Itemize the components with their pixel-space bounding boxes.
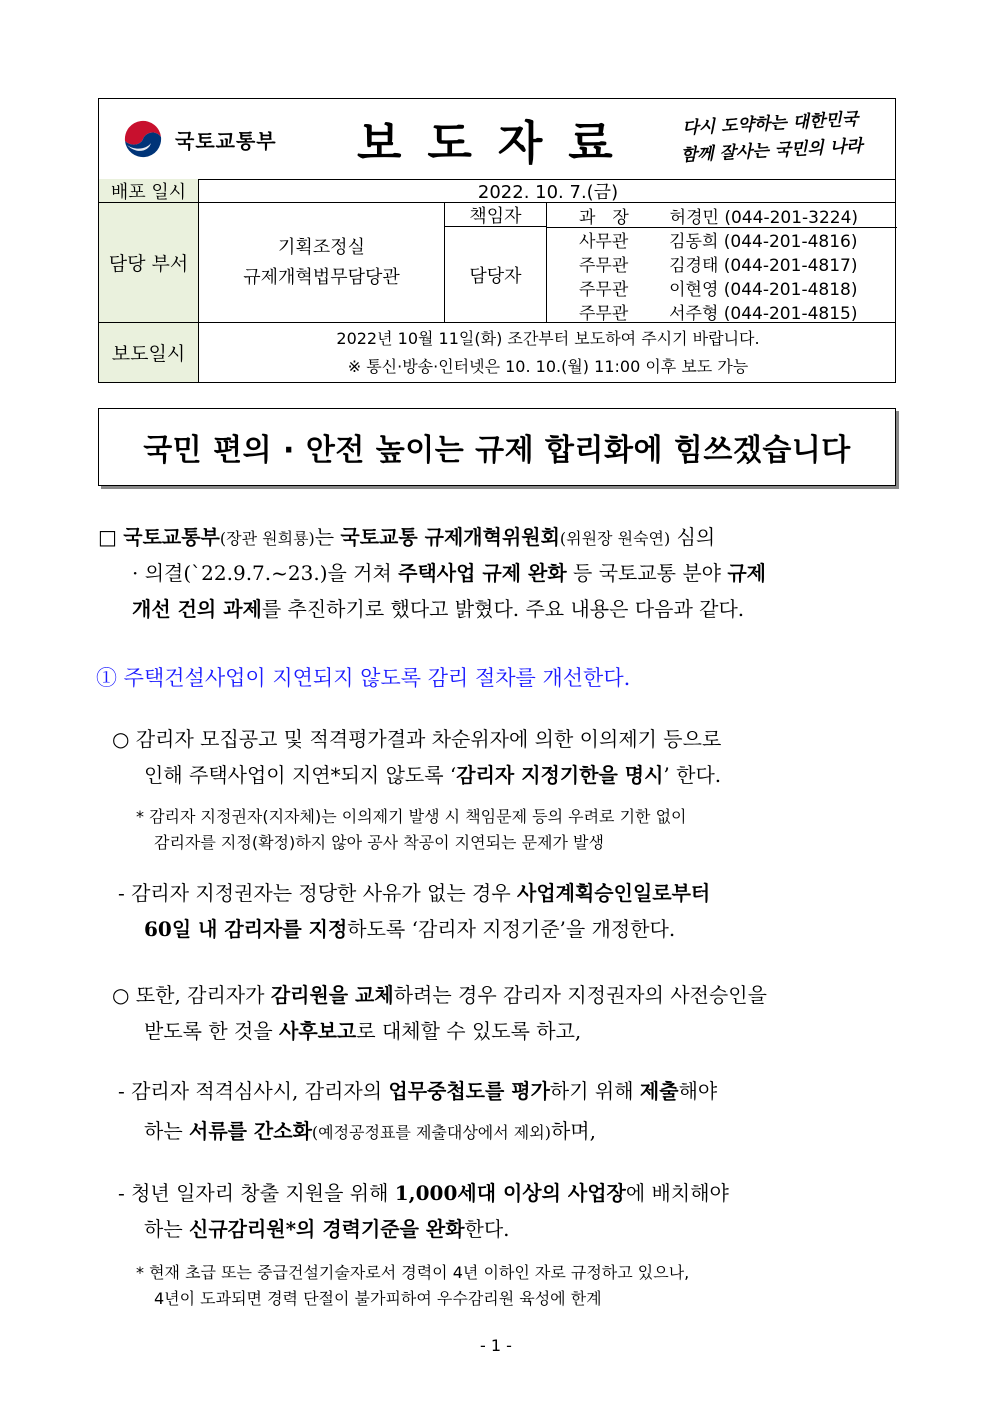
dept-line-2: 규제개혁법무담당관 (243, 266, 400, 288)
slogan-line-2: 함께 잘사는 국민의 나라 (680, 136, 864, 166)
distribution-label: 배포 일시 (99, 179, 199, 202)
text-small: (장관 원희룡) (219, 529, 315, 548)
press-release-header (98, 98, 896, 383)
intro-line-1 (98, 520, 715, 556)
distribution-date: 2022. 10. 7.(금) (477, 181, 619, 203)
department-row (99, 203, 895, 323)
item-1-line-2 (144, 758, 721, 793)
text-bold: 개선 건의 과제 (132, 597, 262, 621)
dash-3-line-2 (144, 1212, 510, 1247)
doc-type-title: 보도자료 (357, 116, 639, 170)
contact-phone: (044-201-4817) (723, 256, 858, 276)
headline-box (98, 408, 896, 486)
contact-name: 김동희 (669, 232, 719, 252)
text: · 의결(`22.9.7.~23.)을 거쳐 (132, 561, 399, 585)
slogan-line-1: 다시 도약하는 대한민국 (681, 109, 859, 139)
contact-staff-2 (579, 251, 857, 276)
text: 한다. (464, 1217, 510, 1241)
header-banner (99, 99, 895, 180)
text-bold: 사후보고 (279, 1019, 357, 1043)
text: - 감리자 적격심사시, 감리자의 (118, 1079, 389, 1103)
text: 하도록 ‘감리자 지정기준’을 개정한다. (347, 917, 676, 941)
contact-role: 주무관 (579, 304, 629, 324)
text-bold: 규제 (727, 561, 766, 585)
note-2-line-2: 4년이 도과되면 경력 단절이 불가피하여 우수감리원 육성에 한계 (154, 1289, 602, 1308)
contact-phone: (044-201-3224) (724, 208, 859, 228)
contact-staff-3 (579, 275, 857, 300)
text: 해야 (678, 1079, 718, 1103)
contact-role: 주무관 (579, 256, 629, 276)
intro-line-3 (132, 592, 744, 627)
contact-phone: (044-201-4815) (723, 304, 858, 324)
head-label: 책임자 (445, 203, 547, 227)
contact-role: 과 장 (579, 208, 629, 228)
text-bold: 업무중첩도를 평가 (388, 1079, 550, 1103)
contact-staff-4 (579, 299, 857, 324)
text: 등 국토교통 분야 (566, 561, 728, 585)
note-1-line-1: * 감리자 지정권자(지자체)는 이의제기 발생 시 책임문제 등의 우려로 기한 없이 (136, 807, 687, 826)
text: ○ 또한, 감리자가 (112, 983, 271, 1007)
text-bold: 사업계획승인일로부터 (517, 881, 711, 905)
release-line-2: ※ 통신·방송·인터넷은 10. 10.(월) 11:00 이후 보도 가능 (347, 357, 749, 376)
section-heading-1: ① 주택건설사업이 지연되지 않도록 감리 절차를 개선한다. (96, 666, 631, 690)
text: 하는 (144, 1217, 189, 1241)
contact-phone: (044-201-4818) (723, 280, 858, 300)
release-line-1: 2022년 10월 11일(화) 조간부터 보도하여 주시기 바랍니다. (336, 329, 760, 348)
text: 하기 위해 (549, 1079, 640, 1103)
text: 인해 주택사업이 지연*되지 않도록 ‘ (144, 763, 457, 787)
dash-1-line-1 (118, 876, 710, 911)
text: ’ 한다. (663, 763, 722, 787)
text: 를 추진하기로 했다고 밝혔다. 주요 내용은 다음과 같다. (261, 597, 745, 621)
dash-2-line-2 (144, 1114, 596, 1150)
dept-label: 담당 부서 (99, 203, 199, 322)
text-bold: 국토교통 규제개혁위원회 (340, 525, 560, 549)
item-2-line-2 (144, 1014, 581, 1049)
text-bold: 60일 내 감리자를 지정 (144, 917, 348, 941)
contact-staff-1 (579, 227, 857, 252)
item-1-line-1: ○ 감리자 모집공고 및 적격평가결과 차순위자에 의한 이의제기 등으로 (112, 727, 722, 751)
dash-3-line-1 (118, 1176, 729, 1211)
distribution-row (99, 179, 895, 203)
text: 에 배치해야 (625, 1181, 729, 1205)
item-2-line-1 (112, 978, 767, 1013)
text-bold: 서류를 간소화 (189, 1119, 312, 1143)
text-bold: 제출 (639, 1079, 679, 1103)
text: 하며, (550, 1119, 596, 1143)
contact-phone: (044-201-4816) (723, 232, 858, 252)
text-bold: 주택사업 규제 완화 (398, 561, 567, 585)
text: 는 (314, 525, 341, 549)
contact-name: 김경태 (669, 256, 719, 276)
text: - 청년 일자리 창출 지원을 위해 (118, 1181, 395, 1205)
text-bold: 1,000세대 이상의 사업장 (394, 1181, 626, 1205)
text: 로 대체할 수 있도록 하고, (356, 1019, 582, 1043)
staff-label: 담당자 (445, 227, 547, 323)
contact-name: 이현영 (669, 280, 719, 300)
text-bold: 국토교통부 (123, 525, 220, 549)
headline: 국민 편의 · 안전 높이는 규제 합리화에 힘쓰겠습니다 (143, 433, 851, 468)
text-small: (예정공정표를 제출대상에서 제외) (311, 1123, 551, 1142)
contact-role: 주무관 (579, 280, 629, 300)
contact-name: 서주형 (669, 304, 719, 324)
contact-name: 허경민 (669, 208, 719, 228)
note-2-line-1: * 현재 초급 또는 중급건설기술자로서 경력이 4년 이하인 자로 규정하고 있으나, (136, 1263, 690, 1282)
government-slogan (670, 106, 873, 170)
dash-1-line-2 (144, 912, 675, 947)
text-bold: 감리원을 교체 (270, 983, 394, 1007)
contact-head (579, 203, 858, 228)
release-row (99, 323, 895, 382)
dept-line-1: 기획조정실 (278, 236, 365, 258)
dept-name (199, 203, 445, 322)
text: 심의 (670, 525, 716, 549)
text: 하는 (144, 1119, 189, 1143)
text-bold: 감리자 지정기한을 명시 (456, 763, 664, 787)
page-number: - 1 - (480, 1336, 512, 1355)
text: - 감리자 지정권자는 정당한 사유가 없는 경우 (118, 881, 518, 905)
contact-role: 사무관 (579, 232, 629, 252)
ministry-name: 국토교통부 (175, 129, 277, 153)
text: 하려는 경우 감리자 지정권자의 사전승인을 (393, 983, 767, 1007)
text: 받도록 한 것을 (144, 1019, 279, 1043)
ministry-logo-icon (121, 117, 165, 161)
note-1-line-2: 감리자를 지정(확정)하지 않아 공사 착공이 지연되는 문제가 발생 (154, 833, 604, 852)
intro-line-2 (132, 556, 766, 591)
dash-2-line-1 (118, 1074, 717, 1109)
text-bold: 신규감리원*의 경력기준을 완화 (189, 1217, 465, 1241)
text-small: (위원장 원숙연) (559, 529, 671, 548)
bullet-square: □ (98, 525, 117, 549)
release-label: 보도일시 (99, 323, 199, 382)
